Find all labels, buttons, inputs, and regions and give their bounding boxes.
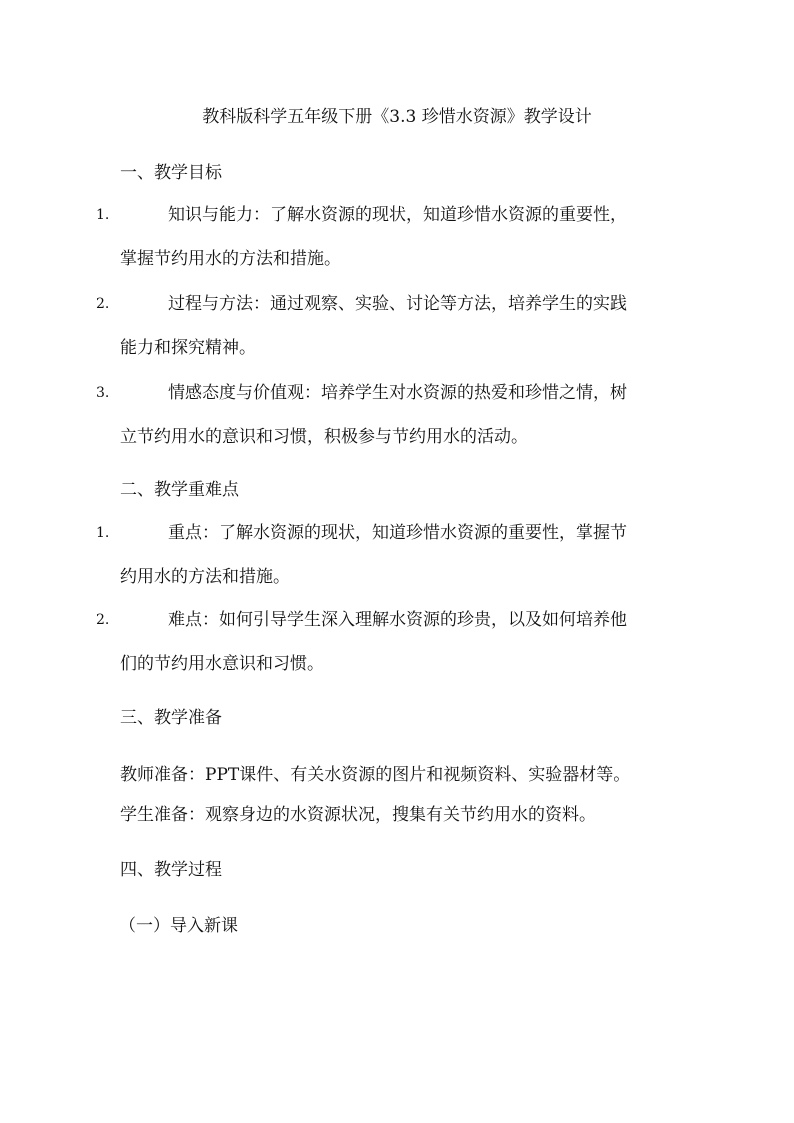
list-item-text-line2: 能力和探究精神。 (120, 338, 256, 358)
section-heading-process: 四、教学过程 (120, 860, 222, 880)
paragraph-student-preparation: 学生准备：观察身边的水资源状况，搜集有关节约用水的资料。 (120, 805, 596, 825)
list-item-number: 2. (96, 296, 110, 312)
list-item-text-line2: 掌握节约用水的方法和措施。 (120, 249, 341, 269)
paragraph-teacher-preparation: 教师准备：PPT课件、有关水资源的图片和视频资料、实验器材等。 (120, 765, 631, 785)
list-item-number: 1. (96, 207, 110, 223)
section-heading-objectives: 一、教学目标 (120, 163, 222, 183)
list-item-text-line1: 知识与能力：了解水资源的现状，知道珍惜水资源的重要性， (168, 205, 627, 225)
list-item-text-line2: 约用水的方法和措施。 (120, 567, 290, 587)
list-item-number: 2. (96, 612, 110, 628)
subsection-heading-introduction: （一）导入新课 (119, 916, 238, 936)
document-title: 教科版科学五年级下册《3.3 珍惜水资源》教学设计 (202, 107, 592, 127)
list-item-text-line1: 情感态度与价值观：培养学生对水资源的热爱和珍惜之情，树 (168, 383, 627, 403)
list-item-text-line1: 过程与方法：通过观察、实验、讨论等方法，培养学生的实践 (168, 294, 627, 314)
list-item-number: 3. (96, 385, 110, 401)
list-item-text-line1: 难点：如何引导学生深入理解水资源的珍贵，以及如何培养他 (168, 610, 627, 630)
list-item-text-line2: 立节约用水的意识和习惯，积极参与节约用水的活动。 (120, 427, 528, 447)
list-item-text-line2: 们的节约用水意识和习惯。 (120, 654, 324, 674)
list-item-text-line1: 重点：了解水资源的现状，知道珍惜水资源的重要性，掌握节 (168, 523, 627, 543)
list-item-number: 1. (96, 525, 110, 541)
section-heading-preparation: 三、教学准备 (120, 708, 222, 728)
section-heading-key-points: 二、教学重难点 (120, 480, 239, 500)
